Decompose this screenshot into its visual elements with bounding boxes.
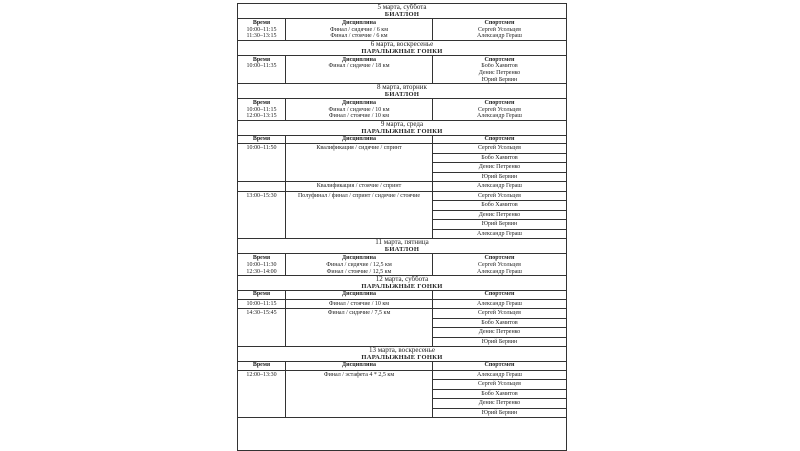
time-header: Время	[252, 135, 271, 142]
athlete-name: Денис Петренко	[433, 327, 566, 337]
time-column	[238, 254, 286, 275]
schedule-block	[238, 99, 566, 121]
day-header	[238, 4, 566, 19]
athlete-name: Денис Петренко	[478, 69, 521, 76]
time-value: 10:00–11:50	[246, 145, 277, 152]
athlete-name: Александр Гераш	[477, 113, 522, 120]
athlete-name: Бобо Хамитов	[433, 389, 566, 399]
athlete-name: Александр Гераш	[477, 268, 522, 275]
time-column	[238, 56, 286, 83]
time-value: 14:30–15:45	[246, 310, 277, 317]
discipline-column	[286, 309, 433, 346]
day-header	[238, 347, 566, 362]
athlete-column	[433, 309, 566, 346]
day-header	[238, 239, 566, 254]
discipline-value: Квалификация / сидячие / спринт	[316, 145, 402, 152]
time-header: Время	[252, 100, 271, 107]
schedule-group	[238, 192, 566, 240]
schedule-header-row	[238, 291, 566, 300]
day-date: 5 марта, суббота	[377, 3, 427, 11]
athlete-column	[433, 192, 566, 239]
schedule-block	[238, 254, 566, 276]
schedule-group	[238, 300, 566, 310]
time-column	[238, 371, 286, 418]
time-value: 10:00–11:15	[246, 300, 277, 307]
athlete-column	[433, 136, 566, 144]
athlete-header: Спортсмен	[484, 255, 515, 262]
athlete-header: Спортсмен	[484, 100, 515, 107]
discipline-value: Финал / сидячие / 6 км	[330, 26, 388, 33]
discipline-column	[286, 254, 433, 275]
time-value: 10:00–11:15	[246, 106, 277, 113]
time-header: Время	[252, 255, 271, 262]
day-date: 9 марта, среда	[380, 119, 424, 128]
schedule-group	[238, 144, 566, 182]
athlete-name: Денис Петренко	[433, 210, 566, 220]
day-date: 8 марта, вторник	[377, 83, 427, 92]
discipline-value: Финал / стоячие / 12,5 км	[326, 268, 392, 275]
athlete-name: Юрий Бервин	[433, 219, 566, 229]
time-value: 12:00–13:30	[246, 371, 277, 378]
schedule-group	[238, 309, 566, 347]
athlete-name: Бобо Хамитов	[481, 63, 518, 70]
time-column	[238, 309, 286, 346]
day-header	[238, 41, 566, 56]
athlete-column	[433, 99, 566, 120]
time-value: 10:00–11:35	[246, 63, 277, 70]
athlete-column	[433, 19, 566, 40]
discipline-column	[286, 192, 433, 239]
athlete-header: Спортсмен	[484, 135, 515, 142]
athlete-header: Спортсмен	[484, 56, 515, 63]
sport-title: ПАРАЛЫЖНЫЕ ГОНКИ	[361, 283, 443, 291]
discipline-column	[286, 182, 433, 191]
discipline-column	[286, 56, 433, 83]
athlete-column	[433, 300, 566, 309]
athlete-name: Сергей Усольцев	[477, 106, 522, 113]
athlete-name: Сергей Усольцев	[477, 262, 522, 269]
schedule-header-row	[238, 362, 566, 371]
athlete-name: Сергей Усольцев	[477, 145, 522, 152]
time-value: 12:00–13:15	[246, 113, 277, 120]
discipline-column	[286, 300, 433, 309]
athlete-header: Спортсмен	[484, 362, 515, 369]
discipline-column	[286, 19, 433, 40]
athlete-name: Александр Гераш	[477, 33, 522, 40]
time-value: 13:00–15:30	[246, 192, 277, 199]
time-column	[238, 300, 286, 309]
athlete-header: Спортсмен	[484, 291, 515, 298]
athlete-name: Денис Петренко	[433, 398, 566, 408]
day-header	[238, 121, 566, 136]
time-header: Время	[252, 56, 271, 63]
athlete-column	[433, 254, 566, 275]
discipline-column	[286, 144, 433, 181]
athlete-column	[433, 182, 566, 191]
athlete-name: Александр Гераш	[477, 371, 522, 378]
discipline-header: Дисциплина	[342, 291, 376, 298]
athlete-name: Сергей Усольцев	[433, 379, 566, 389]
time-value: 10:00–11:15	[246, 26, 277, 33]
discipline-header: Дисциплина	[342, 56, 376, 63]
time-value: 12:30–14:00	[246, 268, 277, 275]
day-header	[238, 84, 566, 99]
sport-title: ПАРАЛЫЖНЫЕ ГОНКИ	[361, 354, 443, 362]
athlete-column	[433, 291, 566, 299]
time-column	[238, 192, 286, 239]
athlete-column	[433, 56, 566, 83]
time-value: 10:00–11:30	[246, 262, 277, 269]
sport-title: ПАРАЛЫЖНЫЕ ГОНКИ	[361, 127, 443, 135]
discipline-value: Финал / сидячие / 7,5 км	[327, 310, 391, 317]
sport-title: БИАТЛОН	[384, 11, 420, 18]
discipline-column	[286, 371, 433, 418]
time-column	[238, 182, 286, 191]
schedule-group	[238, 182, 566, 192]
athlete-name: Сергей Усольцев	[477, 26, 522, 33]
discipline-value: Финал / стоячие / 6 км	[330, 33, 388, 40]
athlete-name: Бобо Хамитов	[433, 200, 566, 210]
athlete-name: Юрий Бервин	[433, 408, 566, 418]
schedule-block	[238, 19, 566, 41]
athlete-name: Бобо Хамитов	[433, 153, 566, 163]
time-header: Время	[252, 20, 271, 26]
time-value: 11:30–13:15	[246, 33, 277, 40]
athlete-column	[433, 371, 566, 418]
discipline-value: Финал / сидячие / 18 км	[328, 63, 390, 70]
discipline-value: Квалификация / стоячие / спринт	[316, 183, 402, 190]
sport-title: БИАТЛОН	[384, 91, 420, 99]
discipline-column	[286, 136, 433, 144]
discipline-value: Финал / эстафета 4 * 2,5 км	[323, 371, 395, 378]
athlete-name: Сергей Усольцев	[477, 192, 522, 199]
time-column	[238, 144, 286, 181]
athlete-header: Спортсмен	[484, 20, 515, 26]
time-column	[238, 19, 286, 40]
discipline-value: Финал / сидячие / 12,5 км	[326, 262, 392, 269]
athlete-name: Юрий Бервин	[433, 337, 566, 347]
day-header	[238, 276, 566, 291]
discipline-header: Дисциплина	[342, 255, 376, 262]
athlete-name: Александр Гераш	[477, 183, 522, 190]
athlete-name: Юрий Бервин	[481, 76, 518, 83]
discipline-header: Дисциплина	[342, 362, 376, 369]
discipline-value: Финал / стоячие / 10 км	[328, 300, 390, 307]
athlete-name: Бобо Хамитов	[433, 318, 566, 328]
day-date: 13 марта, воскресенье	[369, 346, 435, 355]
discipline-header: Дисциплина	[342, 100, 376, 107]
discipline-column	[286, 99, 433, 120]
time-column	[238, 136, 286, 144]
time-column	[238, 362, 286, 370]
schedule-document	[237, 3, 567, 451]
athlete-name: Денис Петренко	[433, 162, 566, 172]
day-date: 6 марта, воскресенье	[370, 39, 434, 48]
time-column	[238, 99, 286, 120]
athlete-name: Александр Гераш	[477, 300, 522, 307]
schedule-header-row	[238, 136, 566, 145]
athlete-column	[433, 144, 566, 181]
time-header: Время	[252, 362, 271, 369]
athlete-column	[433, 362, 566, 370]
schedule-block	[238, 56, 566, 84]
sport-title: ПАРАЛЫЖНЫЕ ГОНКИ	[361, 47, 443, 55]
schedule-group	[238, 371, 566, 419]
day-date: 11 марта, пятница	[375, 238, 429, 247]
athlete-name: Юрий Бервин	[433, 172, 566, 182]
discipline-value: Финал / сидячие / 10 км	[328, 106, 390, 113]
discipline-header: Дисциплина	[342, 20, 376, 26]
sport-title: БИАТЛОН	[384, 246, 420, 254]
time-header: Время	[252, 291, 271, 298]
time-column	[238, 291, 286, 299]
discipline-header: Дисциплина	[342, 135, 376, 142]
discipline-value: Полуфинал / финал / спринт / сидячие / стоячие	[297, 192, 421, 199]
discipline-value: Финал / стоячие / 10 км	[328, 113, 390, 120]
discipline-column	[286, 291, 433, 299]
day-date: 12 марта, суббота	[375, 275, 429, 284]
athlete-name: Сергей Усольцев	[477, 310, 522, 317]
discipline-column	[286, 362, 433, 370]
athlete-name: Александр Гераш	[433, 229, 566, 239]
